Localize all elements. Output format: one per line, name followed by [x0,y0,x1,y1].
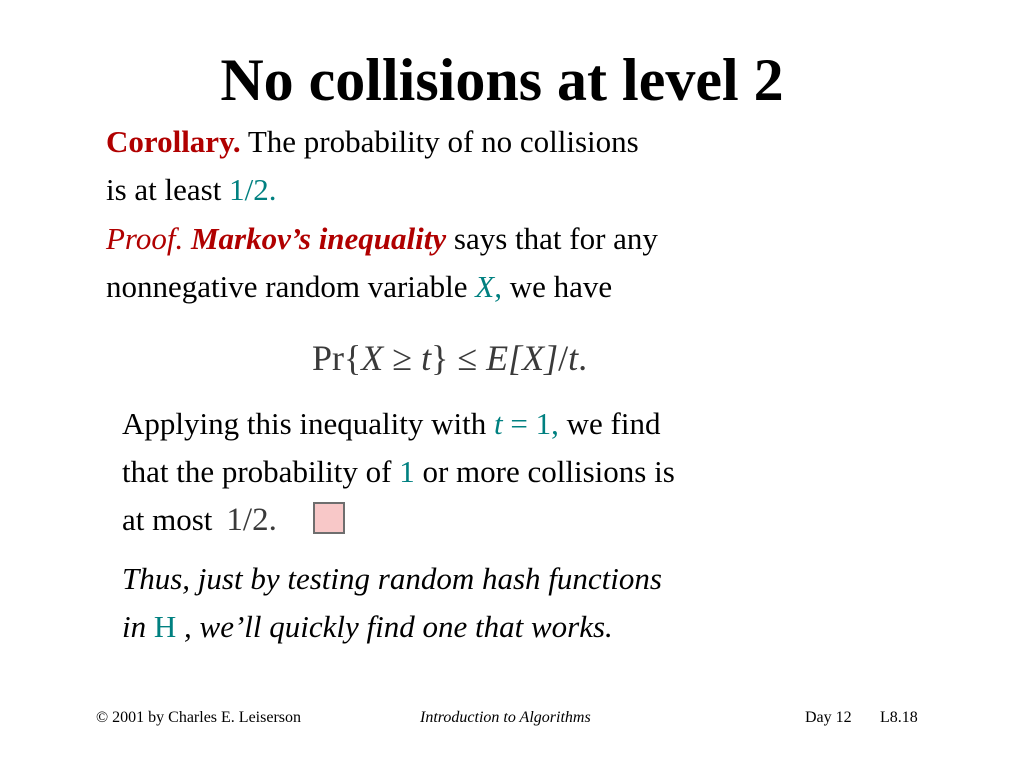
applying-line-3 [122,496,675,544]
corollary-line-1 [106,118,639,166]
corollary-line-2 [106,166,639,214]
applying-text-4: or more collisions is [414,454,675,489]
formula-close: } [431,338,449,378]
formula-period: . [578,338,588,378]
applying-line-2 [122,448,675,496]
footer-copyright: © 2001 by Charles E. Leiserson [96,709,302,726]
thus-block [122,555,662,651]
applying-text-5: at most [122,502,213,537]
proof-text-2: nonnegative random variable [106,269,476,304]
applying-line-1 [122,400,675,448]
formula-t: t [421,338,432,378]
slide-title: No collisions at level 2 [220,47,784,113]
proof-text-3: we have [501,269,613,304]
qed-box-icon [313,502,345,534]
applying-text-3: that the probability of [122,454,400,489]
footer-course: Introduction to Algorithms [420,709,591,726]
hash-family-h: H [153,609,177,644]
formula-bracket: [X] [508,338,559,378]
formula-leq: ≤ [448,338,487,378]
applying-eq: = 1, [502,406,559,441]
applying-block [122,400,675,544]
markov-formula [312,334,587,382]
corollary-text-2: is at least [106,172,230,207]
proof-var: X, [475,269,502,304]
applying-one: 1 [399,454,415,489]
corollary-block [106,118,639,214]
thus-text-3: , we’ll quickly find one that works. [176,609,613,644]
formula-geq: ≥ [383,338,422,378]
formula-x: X [361,338,384,378]
thus-line-2 [122,603,662,651]
half-value: 1/2. [226,502,277,538]
applying-t: t [494,406,503,441]
proof-line-1 [106,215,658,263]
formula-pr: Pr [312,338,345,378]
proof-line-2 [106,263,658,311]
formula-e: E [486,338,509,378]
proof-text-1: says that for any [446,221,658,256]
corollary-value: 1/2. [229,172,277,207]
formula-t2: t [568,338,579,378]
footer-day: Day 12 [805,709,852,726]
applying-text-2: we find [558,406,661,441]
footer-slide-number: L8.18 [880,709,918,726]
corollary-text-1: The probability of no collisions [240,124,639,159]
applying-text-1: Applying this inequality with [122,406,494,441]
formula-open: { [344,338,362,378]
thus-text-2: in [122,609,154,644]
corollary-label: Corollary. [106,124,241,159]
proof-label: Proof. [106,221,184,256]
formula-slash: / [558,338,569,378]
proof-block [106,215,658,311]
proof-term: Markov’s inequality [190,221,447,256]
thus-line-1: Thus, just by testing random hash functions [122,561,662,596]
